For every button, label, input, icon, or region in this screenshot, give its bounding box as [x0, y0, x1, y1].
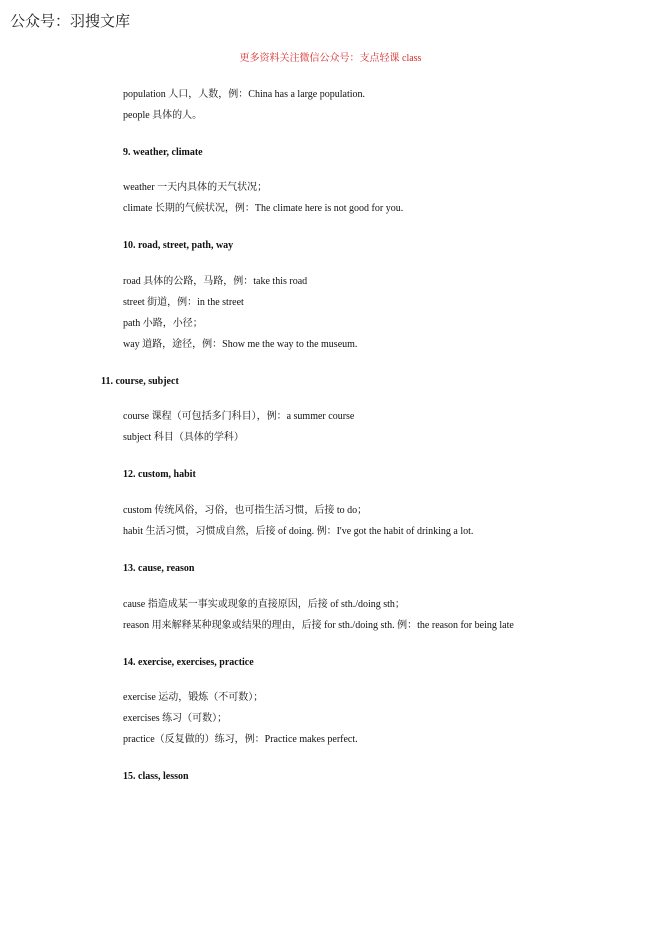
section-heading: 13. cause, reason	[123, 563, 195, 574]
entry-line: reason 用来解释某种现象或结果的理由，后接 for sth./doing sth. 例：the reason for being late	[123, 620, 514, 631]
entry-line: people 具体的人。	[123, 110, 203, 121]
entry-line: climate 长期的气候状况，例：The climate here is not good for you.	[123, 203, 404, 214]
entry-line: practice（反复做的）练习，例：Practice makes perfect.	[123, 734, 358, 745]
section-heading: 15. class, lesson	[123, 771, 189, 782]
watermark-text: 公众号：羽搜文库	[10, 12, 131, 30]
header-promo: 更多资料关注微信公众号：支点轻课 class	[239, 53, 422, 64]
entry-line: population 人口，人数，例：China has a large population.	[123, 89, 366, 100]
entry-line: weather 一天内具体的天气状况；	[123, 182, 268, 193]
section-heading: 14. exercise, exercises, practice	[123, 657, 254, 668]
entry-line: path 小路，小径；	[123, 318, 203, 329]
entry-line: custom 传统风俗，习俗，也可指生活习惯，后接 to do；	[123, 505, 368, 516]
entry-line: road 具体的公路，马路，例：take this road	[123, 276, 308, 287]
section-heading: 9. weather, climate	[123, 147, 203, 158]
entry-line: street 街道，例：in the street	[123, 297, 244, 308]
section-heading: 11. course, subject	[101, 376, 179, 387]
section-heading: 10. road, street, path, way	[123, 240, 234, 251]
section-heading: 12. custom, habit	[123, 469, 196, 480]
entry-line: habit 生活习惯，习惯成自然，后接 of doing. 例：I've got the habit of drinking a lot.	[123, 526, 474, 537]
entry-line: subject 科目（具体的学科）	[123, 432, 244, 443]
entry-line: way 道路，途径，例：Show me the way to the museum.	[123, 339, 358, 350]
entry-line: exercises 练习（可数）；	[123, 713, 228, 724]
entry-line: course 课程（可包括多门科目），例：a summer course	[123, 411, 355, 422]
entry-line: cause 指造成某一事实或现象的直接原因，后接 of sth./doing sth；	[123, 599, 405, 610]
entry-line: exercise 运动，锻炼（不可数）；	[123, 692, 264, 703]
